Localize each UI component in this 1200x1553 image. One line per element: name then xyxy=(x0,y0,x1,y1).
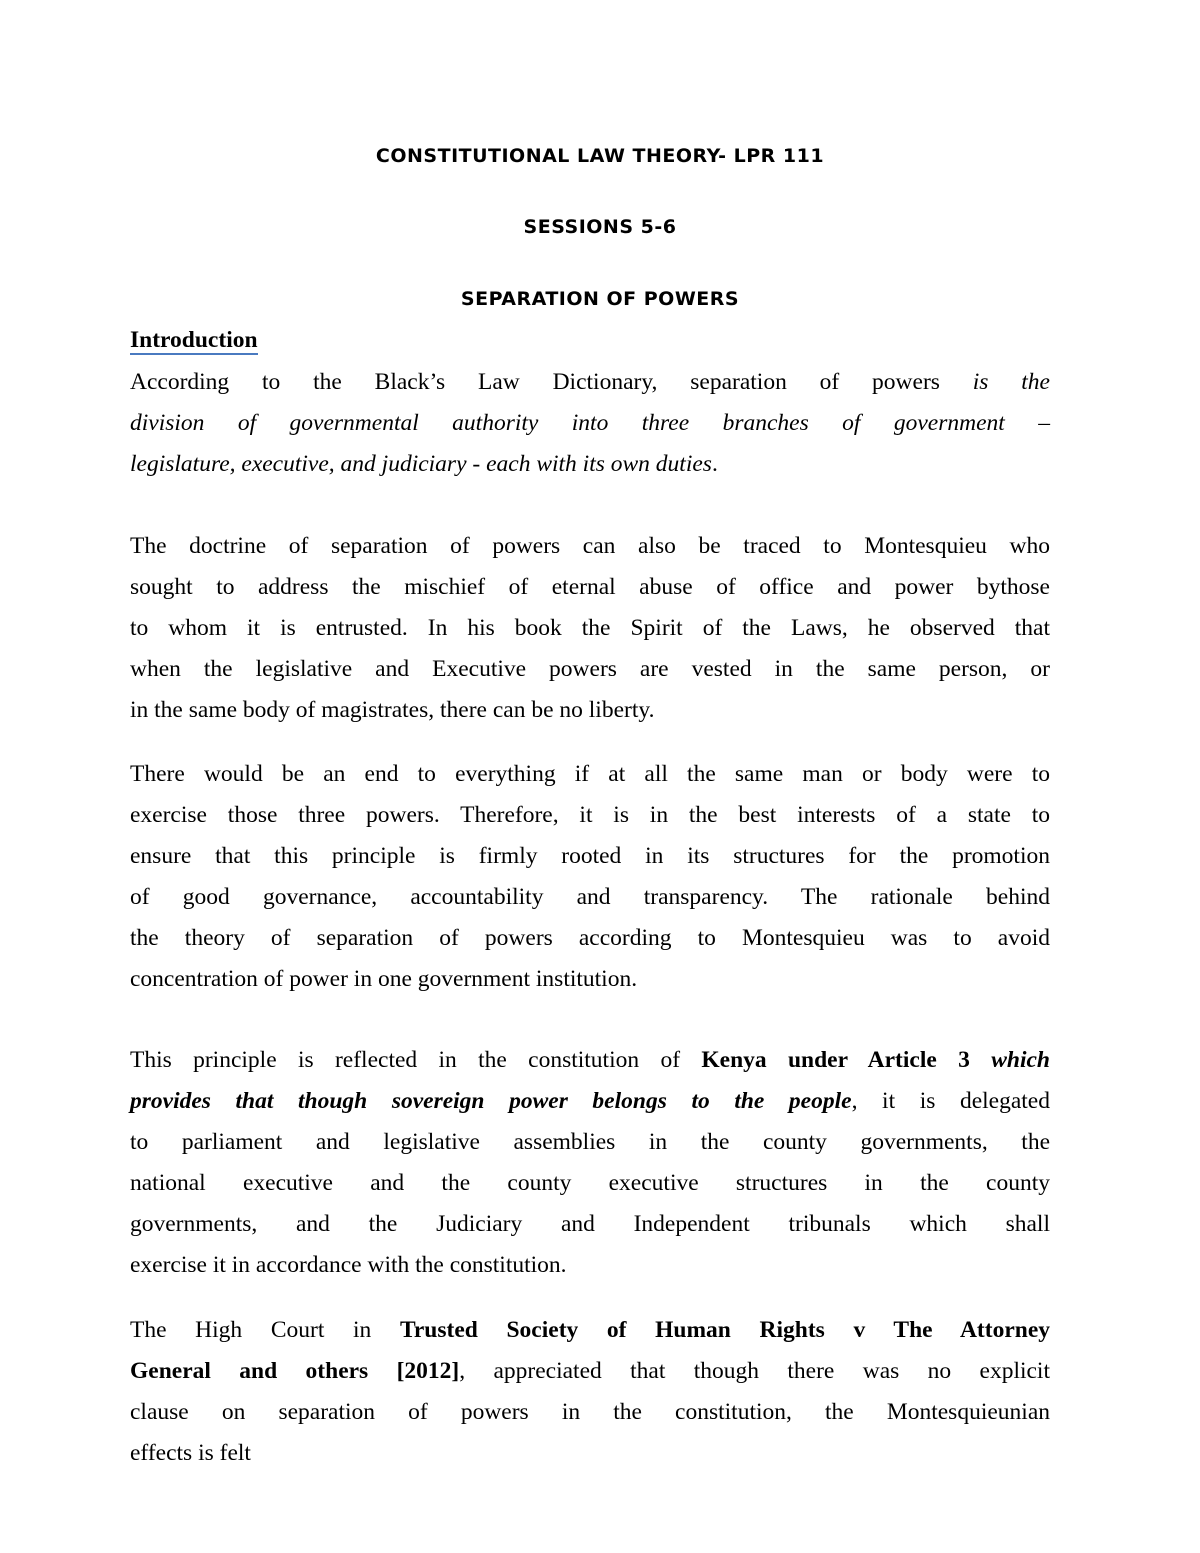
text-line xyxy=(130,759,1050,789)
document-title: CONSTITUTIONAL LAW THEORY- LPR 111 xyxy=(375,145,825,167)
text-segment: division of governmental authority into three branches of government – xyxy=(130,410,1050,436)
text-segment: ensure that this principle is firmly rooted in its structures for the promotion xyxy=(130,843,1050,869)
text-segment: effects is felt xyxy=(130,1440,251,1466)
text-line xyxy=(130,449,1050,479)
text-line xyxy=(130,613,1050,643)
text-line xyxy=(130,1209,1050,1239)
text-line xyxy=(130,654,1050,684)
text-line xyxy=(130,367,1050,397)
text-segment: Kenya under Article 3 xyxy=(701,1047,992,1073)
text-segment: sought to address the mischief of eternal abuse of office and power bythose xyxy=(130,574,1050,600)
text-segment: The High Court in xyxy=(130,1317,400,1343)
text-segment: the theory of separation of powers according to Montesquieu was to avoid xyxy=(130,925,1050,951)
text-line xyxy=(130,408,1050,438)
text-line xyxy=(130,1086,1050,1116)
text-segment: provides that though sovereign power belongs to the people xyxy=(130,1088,852,1114)
text-segment: Trusted Society of Human Rights v The Attorney xyxy=(399,1317,1051,1343)
text-segment: when the legislative and Executive powers are vested in the same person, or xyxy=(130,656,1050,682)
text-line xyxy=(130,1397,1050,1427)
text-segment: exercise those three powers. Therefore, it is in the best interests of a state to xyxy=(130,802,1050,828)
topic-heading: SEPARATION OF POWERS xyxy=(460,288,740,310)
text-line xyxy=(130,1250,1050,1280)
text-line xyxy=(130,800,1050,830)
text-segment: of good governance, accountability and transparency. The rationale behind xyxy=(130,884,1050,910)
text-segment: which xyxy=(991,1047,1050,1073)
text-line xyxy=(130,1045,1050,1075)
text-line xyxy=(130,882,1050,912)
text-line xyxy=(130,531,1050,561)
text-segment: in the same body of magistrates, there can be no liberty. xyxy=(130,697,655,723)
text-segment: to parliament and legislative assemblies in the county governments, the xyxy=(130,1129,1050,1155)
text-segment: concentration of power in one government institution. xyxy=(130,966,638,992)
text-line xyxy=(130,923,1050,953)
text-line xyxy=(130,841,1050,871)
text-line xyxy=(130,1315,1050,1345)
text-line xyxy=(130,1356,1050,1386)
text-segment: There would be an end to everything if at all the same man or body were to xyxy=(130,761,1050,787)
text-segment: legislature, executive, and judiciary - each with its own duties xyxy=(130,451,712,477)
text-line xyxy=(130,695,1050,725)
text-segment: General and others [2012] xyxy=(130,1358,460,1384)
text-segment: is the xyxy=(972,369,1050,395)
text-segment: , it is delegated xyxy=(851,1088,1050,1114)
sessions-heading: SESSIONS 5-6 xyxy=(523,216,677,238)
text-line xyxy=(130,1168,1050,1198)
text-segment: , appreciated that though there was no explicit xyxy=(459,1358,1050,1384)
text-segment: The doctrine of separation of powers can also be traced to Montesquieu who xyxy=(130,533,1050,559)
text-segment: governments, and the Judiciary and Independent tribunals which shall xyxy=(130,1211,1050,1237)
text-segment: clause on separation of powers in the constitution, the Montesquieunian xyxy=(130,1399,1050,1425)
text-line xyxy=(130,572,1050,602)
text-segment: This principle is reflected in the constitution of xyxy=(130,1047,702,1073)
introduction-heading: Introduction xyxy=(130,327,258,353)
text-segment: According to the Black’s Law Dictionary, separation of powers xyxy=(130,369,973,395)
text-segment: exercise it in accordance with the constitution. xyxy=(130,1252,567,1278)
text-line xyxy=(130,964,1050,994)
text-segment: to whom it is entrusted. In his book the Spirit of the Laws, he observed that xyxy=(130,615,1050,641)
text-segment: national executive and the county executive structures in the county xyxy=(130,1170,1050,1196)
text-line xyxy=(130,1438,1050,1468)
text-line xyxy=(130,1127,1050,1157)
text-segment: . xyxy=(711,451,718,477)
